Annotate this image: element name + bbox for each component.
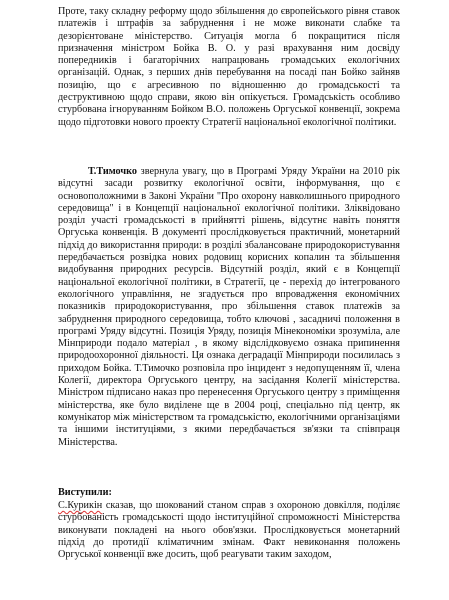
section-heading: Виступили: [58,487,112,498]
paragraph-2 [58,166,400,449]
paragraph-3 [58,500,400,561]
speaker-kurykin: С.Курикін [58,500,103,511]
paragraph-2-text: звернула увагу, що в Програмі Уряду України на 2010 рік відсутні засади розвитку екологічної освіти, інформування, що є основоположними в Законі України "Про охорону навколишнього природного середовища" і в Концепції національної екологічної політики. Зліквідовано розділ участі громадськості в прийнятті рішень, відсутнє навіть поняття Оргуська конвенція. В документі прослідковується практичний, монетарний підхід до використання природи: в розділі збалансоване природокористування передбачається розвідка нових родовищ корисних копалин та збільшення видобування природних ресурсів. Відсутній розділ, який є в Концепції національної екологічної політики, в Стратегії, це - перехід до інтегрованого екологічного управління, не згадується про впровадження економічних показників природокористування, про збільшення ставок платежів за забруднення природного середовища, тобто ключові , засадничі положення в програмі Уряду відсутні. Позиція Уряду, позиція Мінекономіки зрозуміла, але Мінприроди подало матеріал , в якому відслідковуємо ознака припинення природоохоронної діяльності. Ця ознака деградації Мінприроди посилилась з приходом Бойка. Т.Тимочко розповіла про інцидент з недопущенням її, члена Колегії, директора Оргуського центру, на засідання Колегії міністерства. Міністром підписано наказ про перенесення Оргуського центру з приміщення міністерства, яке було виділене ще в 2004 році, спеціально під центр, як комунікатор між міністерством та громадськістю, екологічними організаціями та іншими інституціями, з якими передбачається зв'язки та співпраця Міністерства. [58,166,400,448]
speaker-tymochko: Т.Тимочко [88,166,137,177]
paragraph-3-text: сказав, що шокований станом справ з охороною довкілля, поділяє стурбованість громадськості щодо інституційної спроможності Міністерства виконувати покладені на нього обов'язки. Прослідковується монетарний підхід до протидії кліматичним змінам. Факт невиконання положень Оргуської конвенції вже досить, щоб реагувати таким заходом, [58,500,400,561]
paragraph-1-text: Проте, таку складну реформу щодо збільшення до європейського рівня ставок платежів і штрафів за забруднення і не може виконати слабке та дезорієнтоване міністерство. Ситуація могла б покращитися після призначення міністром Бойка В. О. у разі врахування ним досвіду попередників і багаторічних напрацювань громадських екологічних організацій. Однак, з перших днів перебування на посаді пан Бойко зайняв позицію, що є агресивною по відношенню до громадськості та деструктивною щодо справи, якою він опікується. Громадськість особливо стурбована ігноруванням Бойком В.О. положень Оргуської конвенції, зокрема щодо підготовки нового проекту Стратегії національної екологічної політики. [58,6,400,128]
paragraph-1 [58,6,400,129]
